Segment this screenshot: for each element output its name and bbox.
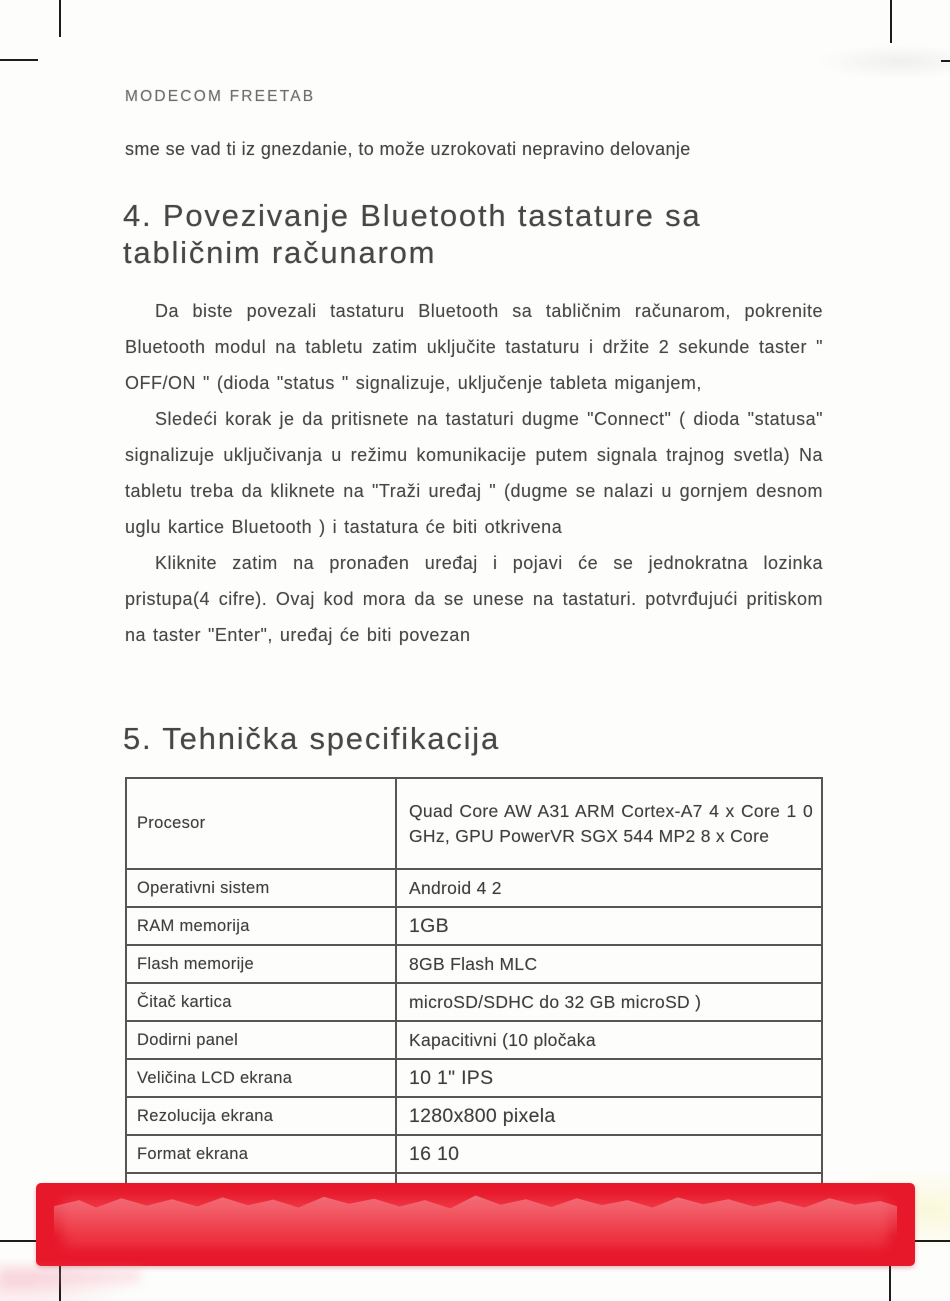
spec-value: 8GB Flash MLC: [396, 945, 822, 983]
banner-inner-glow: [62, 1199, 889, 1246]
spec-label: Format ekrana: [126, 1135, 396, 1173]
spec-value: microSD/SDHC do 32 GB microSD ): [396, 983, 822, 1021]
spec-value: 16 10: [396, 1135, 822, 1173]
spec-table: [125, 777, 823, 1212]
body-paragraph: Da biste povezali tastaturu Bluetooth sa tabličnim računarom, pokrenite Bluetooth modul na tabletu zatim uključite tastaturu i držite 2 sekunde taster " OFF/ON " (dioda "status " signalizuje, uključenje tableta miganjem,: [125, 301, 823, 393]
spec-table-row: [126, 945, 822, 983]
section-4-title: 4. Povezivanje Bluetooth tastature sa tabličnim računarom: [123, 198, 702, 270]
crop-mark-top-right-horizontal: [941, 60, 950, 62]
spec-label: Čitač kartica: [126, 983, 396, 1021]
spec-label: Flash memorije: [126, 945, 396, 983]
red-banner: [36, 1183, 915, 1266]
body-paragraph: Kliknite zatim na pronađen uređaj i pojavi će se jednokratna lozinka pristupa(4 cifre). Ovaj kod mora da se unese na tastaturi. potvrđujući pritiskom na taster "Enter", uređaj će biti povezan: [125, 553, 823, 645]
crop-mark-top-left-horizontal: [0, 59, 38, 61]
spec-table-row: [126, 1097, 822, 1135]
spec-label: Veličina LCD ekrana: [126, 1059, 396, 1097]
crop-mark-top-right-vertical: [890, 0, 892, 43]
spec-table-row: [126, 1135, 822, 1173]
crop-mark-top-left-vertical: [59, 0, 61, 37]
spec-label: Rezolucija ekrana: [126, 1097, 396, 1135]
spec-table-row: [126, 869, 822, 907]
spec-table-row: [126, 907, 822, 945]
brand-header: MODECOM FREETAB: [125, 88, 316, 105]
spec-value: 10 1" IPS: [396, 1059, 822, 1097]
spec-label: Operativni sistem: [126, 869, 396, 907]
spec-value: 1280x800 pixela: [396, 1097, 822, 1135]
spec-value: Android 4 2: [396, 869, 822, 907]
scan-artifact-smear: [0, 1268, 140, 1284]
spec-table-row: [126, 778, 822, 869]
spec-table-row: [126, 1059, 822, 1097]
section-4-body: [125, 293, 823, 653]
spec-value: Kapacitivni (10 pločaka: [396, 1021, 822, 1059]
spec-value: 1GB: [396, 907, 822, 945]
spec-table-row: [126, 983, 822, 1021]
spec-label: Procesor: [126, 778, 396, 869]
intro-line: sme se vad ti iz gnezdanie, to može uzrokovati nepravino delovanje: [125, 139, 691, 159]
spec-table-row: [126, 1021, 822, 1059]
body-paragraph: Sledeći korak je da pritisnete na tastaturi dugme "Connect" ( dioda "statusa" signalizuje uključivanja u režimu komunikacije putem signala trajnog svetla) Na tabletu treba da kliknete na "Traži uređaj " (dugme se nalazi u gornjem desnom uglu kartice Bluetooth ) i tastatura će biti otkrivena: [125, 409, 823, 537]
spec-value: Quad Core AW A31 ARM Cortex-A7 4 x Core 1 0 GHz, GPU PowerVR SGX 544 MP2 8 x Core: [396, 778, 822, 869]
spec-label: Dodirni panel: [126, 1021, 396, 1059]
spec-label: RAM memorija: [126, 907, 396, 945]
section-5-title: 5. Tehnička specifikacija: [123, 721, 500, 756]
